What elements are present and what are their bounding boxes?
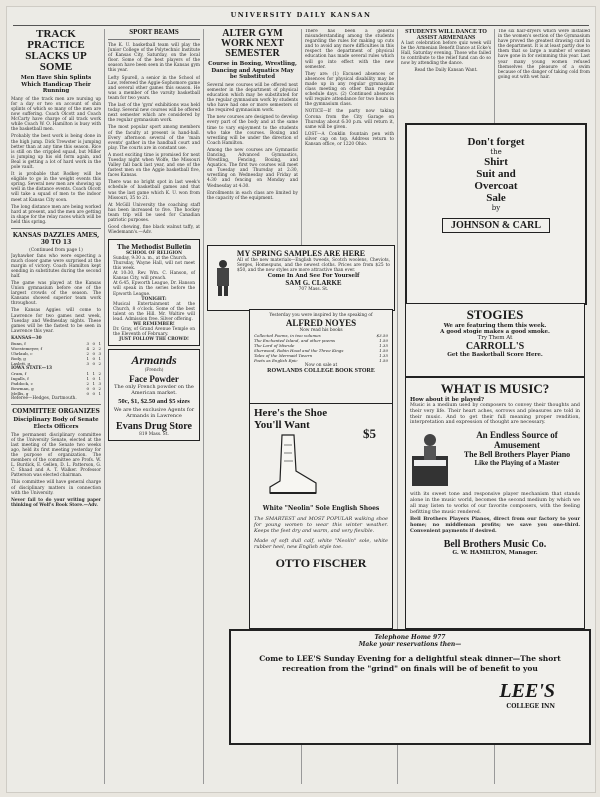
- table-cell: 3: [86, 361, 89, 366]
- bell-brothers-store: Bell Brothers Music Co.: [443, 538, 547, 550]
- table-cell: 0: [92, 386, 95, 392]
- article-paragraph: Among the new courses are Gymnastic Dancing, Advanced Gymnastics, Wrestling, Fencing, Boxing, and Aquatics. The first two courses will meet on Tuesday and Thursday at 2:30, wrestling on Wednesday and Friday at 4:30 and fencing on Monday and Wednesday at 4:30.: [207, 147, 298, 189]
- stogies-line: We are featuring them this week.: [443, 323, 547, 329]
- table-cell: 1: [92, 371, 95, 377]
- track-headline: TRACK PRACTICE SLACKS UP SOME: [25, 29, 87, 73]
- article-paragraph: At McGill University the coaching staff has been increased to five. The hockey team trip will be used for Canadian patriotic purposes.: [108, 202, 200, 223]
- ad-line: Shirt: [484, 156, 508, 168]
- shoe-icon: [260, 431, 320, 501]
- ad-line: Sale: [486, 192, 506, 204]
- table-cell: 1: [86, 376, 89, 382]
- article-paragraph: It is probable that Rodkey will be eligible to go in the weight events this spring. Several new men are showing up well in the distance events. Coach Olcott will take a squad of men to the indoor meet at Kansas City soon.: [11, 172, 101, 203]
- table-cell: Tales of the Mermaid Tavern: [254, 353, 313, 359]
- table-cell: Uhrlaub, c: [11, 351, 33, 356]
- lost-notice: LOST—A Conklin fountain pen with silver cap on top. Address return to Kansan office, or 1220 Ohio.: [305, 131, 394, 147]
- armands-sub: (French): [144, 368, 164, 374]
- table-cell: 0: [92, 351, 95, 356]
- continued-note: (Continued from page 1): [29, 248, 83, 254]
- table-cell: Collected Poems, in two volumes: [254, 333, 321, 339]
- article-paragraph: Many of the track men are nursing up for a day or two on account of shin splints of which so many of the men are now suffering. Coach Olcott and Coach McCarty have charge of all track work while Coach W. O. Hamilton is busy with the basketball men.: [11, 96, 101, 133]
- table-cell: 0: [92, 391, 95, 397]
- column-rule: [104, 29, 105, 784]
- noyes-subtitle: Now read his books: [299, 328, 343, 334]
- article-paragraph: The last of the 'gym' exhibitions was held today. Several new courses will be offered next semester which are considered by the regular gymnasium work.: [108, 103, 200, 124]
- table-cell: Laslett, g: [11, 361, 31, 366]
- rowlands-store: ROWLANDS COLLEGE BOOK STORE: [267, 368, 375, 375]
- table-cell: 2: [98, 346, 101, 351]
- stogies-title: STOGIES: [466, 307, 524, 322]
- bulletin-line: JUST FOLLOW THE CROWD!: [119, 337, 189, 343]
- table-cell: 1: [98, 356, 101, 361]
- table-cell: Mellis, g: [11, 391, 29, 397]
- bulletin-line: WE REMEMBER!: [133, 322, 175, 328]
- article-paragraph: There was no bright spot in last week's schedule of basketball games and that was the last game which K. U. won from Missouri, 35 to 21.: [108, 180, 200, 201]
- table-cell: 1.50: [379, 358, 388, 364]
- bulletin-line: SCHOOL OF RELIGION: [125, 250, 183, 256]
- table-cell: 0: [86, 386, 89, 392]
- article-paragraph: The permanent disciplinary committee of the University Senate, elected at the last meeting of the Senate two weeks ago, held its first meeting yesterday for the purpose of organization. The members of the committee are Profs. W. L. Burdick, E. Gellen, D. L. Patterson, G. C. Shaad and A. T. Walker. Professor Patterson was elected chairman.: [11, 432, 101, 479]
- column-2: [108, 29, 200, 784]
- stogies-line: A good stogie makes a good smoke.: [440, 329, 550, 335]
- ad-line: Overcoat: [474, 180, 518, 192]
- table-cell: Sherwood, Robin Hood and the Three Kings: [254, 348, 344, 354]
- table-cell: 0: [92, 356, 95, 361]
- notice: NOTICE—If the party now taking Corona from the City Garage on Thursday about 6:30 p.m. will return it, same will be given.: [305, 109, 394, 130]
- table-cell: 4: [86, 346, 89, 351]
- box-score-title: KANSAS—30: [11, 335, 42, 341]
- box-score-title: IOWA STATE—13: [11, 366, 53, 371]
- article-paragraph: The K. U. basketball team will play the Junior College of the Polytechnic Institute of Kansas City, Saturday, on the local floor. Some of the best players of the season have been seen in the Kansas gym this year.: [108, 43, 200, 74]
- article-paragraph: The game was played at the Kansas Union gymnasium before one of the largest crowds of the season. The Kansans showed superior team work throughout.: [11, 280, 101, 307]
- samples-title: MY SPRING SAMPLES ARE HERE: [236, 249, 366, 258]
- carrolls-store: CARROLL'S: [465, 341, 525, 352]
- armands-agents: We are the exclusive Agents for Armands in Lawrence: [113, 406, 195, 419]
- music-body: Music is a medium used by composers to convey their thoughts and their very life. Their heart aches, sorrows and pleasures are told in their music. And to get their full meaning proper rendition, interpretation and expression of thought are necessary.: [410, 403, 580, 426]
- armands-copy: The only French powder on the American market.: [114, 383, 194, 396]
- table-cell: 0: [92, 341, 95, 346]
- divider: [11, 228, 101, 229]
- box-score-iowa: [11, 371, 101, 396]
- divider: [11, 404, 101, 405]
- otto-fischer-ad: [249, 403, 393, 629]
- ad-line: the: [490, 148, 502, 156]
- dance-headline: STUDENTS WILL DANCE TO ASSIST ARMENIANS: [405, 29, 487, 41]
- shoe-headline: Here's the Shoe You'll Want: [254, 407, 328, 431]
- column-4: [305, 29, 394, 232]
- music-body3: Bell Brothers Players Pianos, direct from our factory to your home; no middleman profits; we save you one-third. Convenient payments if desired.: [410, 516, 580, 534]
- music-question: How about it be played?: [410, 397, 485, 403]
- table-cell: 1: [98, 391, 101, 397]
- table-cell: Paddock, c: [11, 381, 33, 387]
- article-paragraph: The six hair-dryers which were installed in the women's section of the Gymnasium have proved the greatest drawing card in the department. It is at least partly due to them that so large a number of women have gone in for swimming this year. Last year many young women refused themselves the pleasure of a swim because of the danger of taking cold from going out with wet hair.: [498, 29, 590, 80]
- table-cell: Poets as English Epic: [254, 358, 298, 364]
- table-cell: Bowman, g: [11, 386, 34, 392]
- armands-ad: [108, 349, 200, 440]
- table-cell: 1: [86, 356, 89, 361]
- column-1: [11, 29, 101, 784]
- otto-fischer: OTTO FISCHER: [275, 556, 367, 570]
- armands-prices: 50c, $1, $2.50 and $5 sizes: [118, 397, 190, 405]
- committee-headline: COMMITTEE ORGANIZES: [12, 408, 100, 416]
- music-body2: with its sweet tone and responsive player mechanism that stands alone in the music world, becomes the second medium by which we all may listen to works of our favorite composers, with the feeling befitting the music rendered.: [410, 492, 580, 515]
- lees-phone: Telephone Home 977: [374, 634, 446, 641]
- table-cell: 0: [92, 361, 95, 366]
- table-cell: 2: [98, 386, 101, 392]
- piano-player-icon: [410, 430, 450, 492]
- bulletin-line: TONIGHT:: [141, 296, 167, 302]
- table-cell: Woestemeyer, f: [11, 346, 42, 351]
- table-cell: 1.50: [379, 338, 388, 344]
- spring-samples-ad: [207, 245, 395, 311]
- committee-subhead: Disciplinary Body of Senate Elects Officers: [13, 417, 99, 430]
- shoe-price: $5: [363, 426, 376, 441]
- article-paragraph: Enrollments in each class are limited by the capacity of the equipment.: [207, 190, 298, 201]
- table-cell: 1.35: [379, 343, 388, 349]
- article-paragraph: This committee will have general charge of disciplinary matters in connection with the University.: [11, 480, 101, 496]
- noyes-book-list: [254, 333, 388, 363]
- column-3: [207, 29, 298, 232]
- table-cell: 0: [92, 376, 95, 382]
- article-paragraph: A most exciting time is promised for next Tuesday night when Wolfe, the Missouri Valley fall back last year, and one of the fastest men on the Aggie basketball five, faces Kansas.: [108, 152, 200, 179]
- article-paragraph: A last celebration before quiz week will be the Armenian Benefit Dance at Ecke's Hall, Saturday evening. Those who failed to contribute to the relief fund can do so now by attending the dance.: [401, 41, 491, 67]
- bulletin-title: The Methodist Bulletin: [116, 242, 192, 252]
- face-powder-title: Face Powder: [129, 373, 179, 384]
- article-paragraph: The long distance men are being worked hard at present, and the men are getting in shape for the relay races which will be held this spring.: [11, 204, 101, 225]
- article-paragraph: There has been a general misunderstanding among the students regarding the rules for making up cuts and to avoid any more difficulties in this respect the department of physical education has made several rules which will go into effect with the new semester.: [305, 29, 394, 70]
- ad-line: by: [491, 204, 501, 212]
- bulletin-line: Dr. Gray, of Grand Avenue Temple on the Eleventh of February.: [113, 327, 195, 338]
- gym-headline: ALTER GYM WORK NEXT SEMESTER: [220, 29, 285, 59]
- shoe-desc3: Made of soft dull calf, white "Neolin" sole, white rubber heel, new English style toe.: [254, 538, 388, 550]
- table-cell: The Lord of Misrule: [254, 343, 295, 349]
- table-cell: 1.50: [379, 348, 388, 354]
- now-on-sale: Now on sale at: [304, 363, 338, 369]
- article-paragraph: The new courses are designed to develop every part of the body and at the same time to vary enjoyment to the students who take the courses. Boxing and wrestling will be under the direction of Coach Hamilton.: [207, 115, 298, 146]
- column-5: [401, 29, 491, 102]
- article-paragraph: Several new courses will be offered next semester in the department of physical education which may be substituted for the regular gymnasium work by students who have had one or more semesters of the required gymnasium work.: [207, 82, 298, 114]
- evans-drug-store: Evans Drug Store: [116, 420, 192, 432]
- table-cell: 1: [98, 376, 101, 382]
- sport-beams-headline: SPORT BEAMS: [129, 29, 179, 36]
- article-paragraph: Jayhawker fans who were expecting a much closer game were surprised at the margin of victory. Coach Hamilton kept sending in substitutes during the second half.: [11, 253, 101, 279]
- table-cell: 1: [86, 371, 89, 377]
- stogies-ad: [405, 303, 585, 377]
- noyes-intro: Yesterday you were inspired by the speaking of: [269, 313, 373, 318]
- ad-line: Don't forget: [467, 136, 525, 148]
- bulletin-line: Sunday, 9:30 a. m., at the Church.: [113, 255, 188, 261]
- article-paragraph: They are: (1) Excused absences or absences for physical disability may be made up in any regular gymnasium class meeting on other than regular schedule days. (2) Continued absences will require attendance for two hours in the gymnasium class.: [305, 71, 394, 108]
- masthead: UNIVERSITY DAILY KANSAN: [230, 11, 372, 19]
- methodist-bulletin: [108, 239, 200, 346]
- samples-address: 707 Mass. St.: [298, 287, 329, 293]
- table-cell: $3.50: [376, 333, 388, 339]
- column-6: [498, 29, 590, 92]
- table-cell: The Enchanted Island, and other poems: [254, 338, 336, 344]
- box-score-kansas: [11, 341, 101, 366]
- store-address: 819 Mass. St.: [139, 431, 169, 437]
- column-rule: [203, 29, 204, 784]
- track-subhead: Men Have Shin Splints Which Handicap Their Running: [20, 75, 92, 95]
- armands-brand: Armands: [131, 353, 177, 368]
- sam-clarke: SAM G. CLARKE: [285, 279, 342, 288]
- johnson-carl-store: JOHNSON & CARL: [442, 218, 550, 233]
- table-cell: Rody, g: [11, 356, 26, 361]
- lees-store: LEE'S: [499, 680, 555, 702]
- samples-copy: All of the new materials—English tweeds, Scotch woolens, Cheviots, Serges, Homespuns, and the newest cloths. Prices are from $25 to $50, and the new styles are more attractive than ever.: [237, 258, 390, 274]
- bulletin-line: Thursday, Wayne Hall, will not meet this week.: [113, 260, 195, 272]
- table-cell: Cram, f: [11, 371, 27, 377]
- music-big1: An Endless Source of Amusement: [476, 430, 558, 451]
- samples-cta: Come In And See For Yourself: [267, 273, 360, 280]
- lees-ad: [229, 629, 591, 745]
- table-cell: 3: [86, 341, 89, 346]
- table-cell: Ingalls, f: [11, 376, 29, 382]
- table-cell: 2: [98, 361, 101, 366]
- music-big3: Like the Playing of a Master: [474, 459, 560, 468]
- shoe-desc1: White "Neolin" Sole English Shoes: [262, 505, 380, 512]
- table-cell: 1: [92, 381, 95, 387]
- music-title: WHAT IS MUSIC?: [440, 381, 550, 396]
- table-cell: 0: [86, 391, 89, 397]
- table-cell: 2: [86, 381, 89, 387]
- read-kansan: Read the Daily Kansan Want.: [414, 68, 478, 74]
- article-paragraph: Probably the best work is being done in the high jump. Dick Trewster is jumping better than at any time this season. Rice is still on the crippled squad, but Miller is jumping up his old form again, and Beal is getting a lot of hard work in the pole vault.: [11, 134, 101, 170]
- table-cell: 1.35: [379, 353, 388, 359]
- lees-phone2: Make your reservations then—: [358, 641, 462, 648]
- bulletin-line: At 10:30, Rev. Wm. C. Hanson, of Kansas City, will preach.: [113, 271, 195, 282]
- kansas-ames-headline: KANSAS DAZZLES AMES, 30 TO 13: [12, 232, 100, 247]
- table-cell: 2: [86, 351, 89, 356]
- music-manager: G. W. HAMILTON, Manager.: [452, 549, 538, 556]
- bulletin-line: At 6:45, Epworth League, Dr. Hanson will speak in the series before the Epworth League.: [113, 281, 195, 297]
- noyes-name: ALFRED NOYES: [285, 318, 357, 329]
- lees-sub: COLLEGE INN: [506, 703, 555, 710]
- bell-brothers-ad: [405, 377, 585, 629]
- johnson-carl-ad: [405, 123, 587, 305]
- divider: [108, 39, 200, 40]
- tailor-figure-icon: [212, 258, 234, 296]
- article-paragraph: The Kansas Aggies will come to Lawrence for two games next week, Tuesday and Wednesday nights. These games will be the fastest to be seen in Lawrence this year.: [11, 308, 101, 334]
- table-cell: 2: [92, 346, 95, 351]
- table-cell: 1: [98, 341, 101, 346]
- article-paragraph: Lefty Spurell, a senior in the School of Law, refereed the Aggie-Sophomore game and several other games this season. He was a member of the varsity basketball team for two years.: [108, 75, 200, 101]
- shoe-desc2: The SMARTEST and MOST POPULAR walking shoe for young women to wear this winter weather. Keeps the feet dry and warm, and very flexible.: [254, 516, 388, 534]
- table-cell: 3: [98, 351, 101, 356]
- article-paragraph: Good chewing, fine black walnut taffy, at Wiedemann's.—Adv.: [108, 225, 200, 236]
- gym-subhead: Course in Boxing, Wrestling, Dancing and Aquatics May be Substituted: [208, 61, 297, 81]
- table-cell: 3: [98, 381, 101, 387]
- referee-line: Referee—Hedges, Dartmouth.: [11, 396, 77, 402]
- stogies-line: Get the Basketball Score Here.: [447, 352, 543, 358]
- masthead-rule: [13, 25, 589, 26]
- lees-body: Come to LEE'S Sunday Evening for a delightful steak dinner—The short recreation from the "grind" on finals will be of benefit to you: [259, 654, 561, 673]
- wolf-book-ad: Never fail to do your writing paper thinking of Wolf's Book Store.—Adv.: [11, 497, 101, 508]
- article-paragraph: The most popular sport among members of the faculty at present is hand-ball. Every afternoon several of the 'main events' gather in the handball court and play. The courts are in constant use.: [108, 125, 200, 151]
- ad-line: Suit and: [476, 168, 516, 180]
- table-cell: 2: [98, 371, 101, 377]
- noyes-books-ad: [249, 309, 393, 405]
- bulletin-line: Musical Entertainment at the Church, 8 o'clock. Some of the best talent on the Hill. Mr. Waltire will lead. Admission free. Silver offering.: [113, 301, 195, 322]
- stogies-line: Try Them At: [477, 335, 513, 341]
- newspaper-page: [6, 6, 596, 793]
- table-cell: Bunn, f: [11, 341, 26, 346]
- music-big2: The Bell Brothers Player Piano: [463, 450, 571, 460]
